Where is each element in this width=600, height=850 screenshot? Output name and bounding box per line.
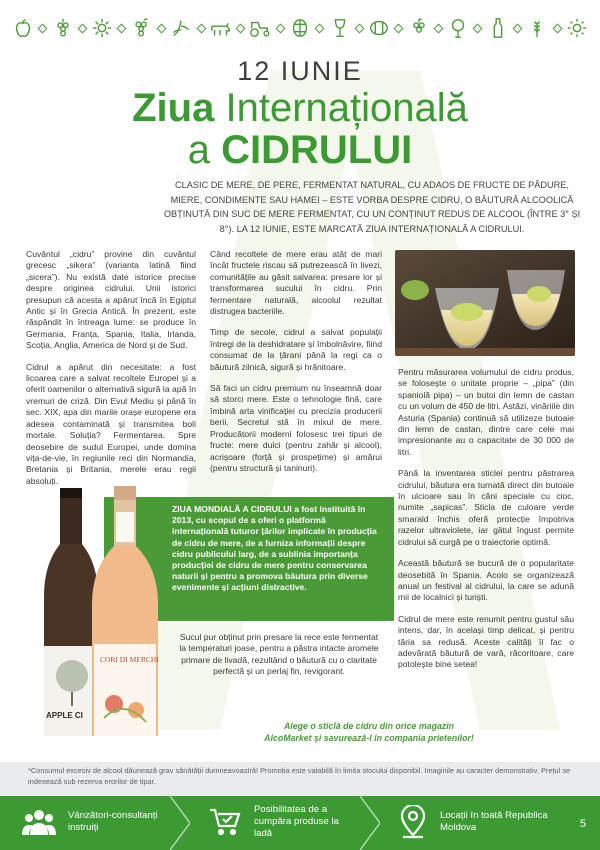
cattle-icon xyxy=(208,15,234,41)
grapes-icon xyxy=(406,15,432,41)
decorative-icon-row xyxy=(10,12,590,44)
divider-diamond xyxy=(473,23,483,33)
tree-icon xyxy=(445,15,471,41)
paragraph: Să faci un cidru premium nu înseamnă doar să storci mere. Este o tehnologie fină, care îmbină arta vinificației cu precizia producerii berii. Secretul stă în mixul de mere. Producătorii moderni folosesc trei tipuri de fructe: mere dulci (pentru zahăr și alcool), acrișoare (forță și prospețime) și amărui (pentru structură și taninuri). xyxy=(210,383,382,473)
footer-item-consultants xyxy=(22,804,172,840)
divider-diamond xyxy=(117,23,127,33)
apple-icon xyxy=(10,15,36,41)
sun-icon xyxy=(564,15,590,41)
vine-icon xyxy=(168,15,194,41)
page-title-line2 xyxy=(0,128,600,173)
title-bold-word: Ziua xyxy=(132,86,215,130)
divider-diamond xyxy=(315,23,325,33)
title-rest: Internațională xyxy=(214,86,468,130)
barrel-icon xyxy=(287,15,313,41)
title-small-word: a xyxy=(187,128,222,172)
paragraph: Până la inventarea sticlei pentru păstrarea cidrului, băutura era turnată direct din butoaie în ulcioare sau în căni speciale cu cioc, numite „sapicas”. Sticla de culoare verde smarald închis oferă protecție împotriva razelor ultraviolete, iar gâtul îngust permite cidrului să curgă pe o traiectorie optimă. xyxy=(398,468,574,547)
divider-diamond xyxy=(513,23,523,33)
page-date: 12 IUNIE xyxy=(237,56,363,86)
gear-flower-icon xyxy=(89,15,115,41)
grapes-icon xyxy=(129,15,155,41)
wheat-icon xyxy=(524,15,550,41)
footer-bar xyxy=(0,796,600,850)
tractor-icon xyxy=(247,15,273,41)
paragraph: Sucul pur obținut prin presare la rece este fermentat la temperaturi joase, pentru a păstra intacte aromele primare de livadă, rezultând o băutură cu o claritate perfectă și un perlaj fin, revigorant. xyxy=(179,632,379,677)
disclaimer-bar: *Consumul excesiv de alcool dăunează grav sănătății dumneavoastră! Promoția este valabilă în limita stocului disponibil. Imaginile au caracter demonstrativ. Prețul se indexează sub rezerva erorilor de tipar. xyxy=(0,762,600,796)
chevron-divider xyxy=(360,796,380,850)
divider-diamond xyxy=(38,23,48,33)
highlight-text: ZIUA MONDIALĂ A CIDRULUI a fost instituită în 2013, cu scopul de a oferi o platformă internațională tuturor țărilor implicate în producția de cidru de mere, de a furniza informații despre cidru publicului larg, de a sublinia importanța producției de cidru de mere pentru conservarea naturii și pentru a promova băutura prin diverse evenimente și acțiuni distractive. xyxy=(172,504,377,593)
footer-item-label: Posibilitatea de a cumpăra produse la ladă xyxy=(254,804,339,839)
divider-diamond xyxy=(77,23,87,33)
paragraph: Cidrul a apărut din necesitate: a fost licoarea care a salvat recoltele Europei și a oferit oamenilor o alternativă sigură la apă în vremuri de criză. Din Evul Mediu și până în sec. XIX, apa din marile orașe europene era adesea contaminată și transmitea boli mortale. Soluția? Fermentarea. Spre deosebire de sudul Europei, unde domina vița-de-vie, în regiunile reci din Normandia, Bretania și Britania, merele erau regii absoluți. xyxy=(26,361,196,486)
grapes-icon xyxy=(50,15,76,41)
paragraph: Pentru măsurarea volumului de cidru produs, se folosește o unitate proprie – „pipa” (din spaniolă pipa) – un butoi din lemn de castan cu un volum de 450 de litri. Astăzi, vinăriile din Asturia (Spania) continuă să utilizeze butoaie din lemn de castan, dintre care cele mai impresionante au o capacitate de 30 000 de litri. xyxy=(398,367,574,457)
cider-glasses-photo xyxy=(395,250,575,356)
cider-bottles-image xyxy=(34,486,174,740)
footer-item-locations xyxy=(398,804,548,840)
divider-diamond xyxy=(157,23,167,33)
page-number: 5 xyxy=(579,818,586,830)
article-column-2-bottom xyxy=(178,632,380,688)
lead-paragraph: CLASIC DE MERE, DE PERE, FERMENTAT NATURAL, CU ADAOS DE FRUCTE DE PĂDURE, MIERE, CONDIMENTE SAU HAMEI – ESTE VORBA DESPRE CIDRU, O BĂUTURĂ ALCOOLICĂ OBȚINUTĂ DIN SUC DE MERE FERMENTAT, CU UN CONȚINUT REDUS DE ALCOOL (ÎNTRE 3° ȘI 8°). LA 12 IUNIE, ESTE MARCATĂ ZIUA INTERNAȚIONALĂ A CIDRULUI. xyxy=(163,180,581,234)
divider-diamond xyxy=(236,23,246,33)
bottle-icon xyxy=(485,15,511,41)
promo-slogan: Alege o sticlă de cidru din orice magazin AlcoMarket și savurează-l în compania prietenilor! xyxy=(264,721,474,743)
divider-diamond xyxy=(394,23,404,33)
paragraph: Timp de secole, cidrul a salvat populații întregi de la deshidratare și îmbolnăvire, fiind consumat de la țărani până la regi ca o băutură zilnică, sigură și hrănitoare. xyxy=(210,327,382,372)
barrel-icon xyxy=(366,15,392,41)
article-column-2 xyxy=(210,249,382,484)
page-title-line1 xyxy=(0,86,600,131)
wine-glass-icon xyxy=(327,15,353,41)
footer-item-label: Locații în toată Republica Moldova xyxy=(440,810,548,833)
divider-diamond xyxy=(275,23,285,33)
divider-diamond xyxy=(196,23,206,33)
title-bold-cider: CIDRULUI xyxy=(221,128,413,172)
article-column-3 xyxy=(398,367,574,681)
chevron-divider xyxy=(170,796,190,850)
people-icon xyxy=(22,804,56,840)
left-bottle-label: APPLE CI xyxy=(46,711,83,720)
footer-item-label: Vânzători-consultanți instruiți xyxy=(68,810,158,833)
divider-diamond xyxy=(354,23,364,33)
footer-item-crate xyxy=(208,804,358,840)
paragraph: Cidrul de mere este renumit pentru gustul său intens, dar, în același timp delicat, și pentru tăria sa redusă. Aceste calități îl fac o adevărată băutură de vară, răcoritoare, care potolește bine setea! xyxy=(398,613,574,670)
paragraph: Această băutură se bucură de o popularitate deosebită în Spania. Acolo se organizează anual un festival al cidrului, la care se adună mii de localnici și turiști. xyxy=(398,558,574,603)
article-column-1 xyxy=(26,249,196,497)
right-bottle-label: CORI DI MERCHI xyxy=(100,655,159,664)
divider-diamond xyxy=(552,23,562,33)
divider-diamond xyxy=(433,23,443,33)
paragraph: Cuvântul „cidru” provine din cuvântul grecesc „sikera” (varianta latină fiind „sicera”). Nu există date istorice precise despre originea cidrului. Unii istorici presupun că acesta a apărut încă în Egiptul Antic și în Grecia Antică. În prezent, este răspândit în întreaga lume: se produce în Germania, Franța, Spania, Italia, Irlanda, Scoția, Anglia, America de Nord și de Sud. xyxy=(26,249,196,351)
paragraph: Când recoltele de mere erau atât de mari încât fructele riscau să putrezească în livezi, comunitățile au găsit salvarea: presare lor și transformarea sucului în cidru. Prin fermentare naturală, alcoolul rezultat distrugea bacteriile. xyxy=(210,249,382,317)
cart-check-icon xyxy=(208,804,242,840)
location-pin-icon xyxy=(398,804,428,840)
